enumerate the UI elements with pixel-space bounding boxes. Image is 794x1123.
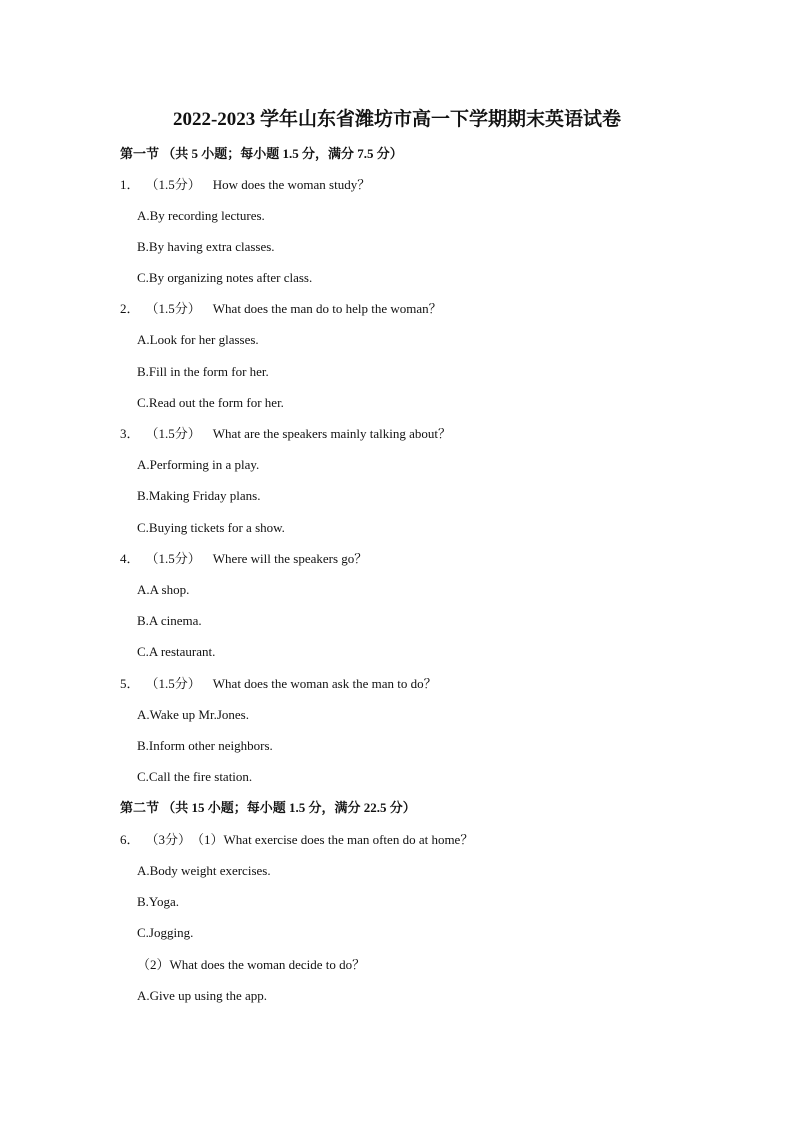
question-5 (120, 676, 437, 692)
q6-2-option-a: A.Give up using the app. (137, 988, 267, 1003)
q5-option-a: A.Wake up Mr.Jones. (137, 707, 249, 722)
question-number: 1． (120, 177, 140, 192)
q3-option-a: A.Performing in a play. (137, 457, 260, 472)
q5-option-c: C.Call the fire station. (137, 769, 253, 784)
question-score: （3分） (145, 832, 192, 847)
question-number: 4． (120, 551, 140, 566)
question-score: （1.5分） (145, 177, 201, 192)
sub-question-2: （2）What does the woman decide to do？ (137, 957, 366, 972)
question-text: How does the woman study？ (212, 177, 371, 192)
q2-option-c: C.Read out the form for her. (137, 395, 284, 410)
q4-option-c: C.A restaurant. (137, 644, 216, 659)
q6-1-option-a: A.Body weight exercises. (137, 863, 271, 878)
question-text: Where will the speakers go？ (212, 551, 368, 566)
q3-option-c: C.Buying tickets for a show. (137, 520, 285, 535)
question-6 (120, 832, 473, 848)
q5-option-b: B.Inform other neighbors. (137, 738, 273, 753)
q4-option-b: B.A cinema. (137, 613, 202, 628)
q4-option-a: A.A shop. (137, 582, 190, 597)
section-2-heading: 第二节 （共 15 小题；每小题 1.5 分，满分 22.5 分） (120, 800, 416, 815)
sub-question-1: （1）What exercise does the man often do at home？ (191, 832, 474, 847)
question-score: （1.5分） (145, 301, 201, 316)
q2-option-a: A.Look for her glasses. (137, 332, 259, 347)
question-1 (120, 177, 370, 193)
question-number: 6． (120, 832, 140, 847)
question-text: What are the speakers mainly talking about？ (212, 426, 452, 441)
question-text: What does the man do to help the woman？ (212, 301, 442, 316)
q6-1-option-b: B.Yoga. (137, 894, 180, 909)
question-number: 5． (120, 676, 140, 691)
q1-option-b: B.By having extra classes. (137, 239, 275, 254)
section-1-heading: 第一节 （共 5 小题；每小题 1.5 分，满分 7.5 分） (120, 146, 403, 161)
question-2 (120, 301, 442, 317)
q2-option-b: B.Fill in the form for her. (137, 364, 269, 379)
q3-option-b: B.Making Friday plans. (137, 488, 261, 503)
question-number: 2． (120, 301, 140, 316)
question-score: （1.5分） (145, 676, 201, 691)
question-text: What does the woman ask the man to do？ (212, 676, 437, 691)
question-3 (120, 426, 451, 442)
question-number: 3． (120, 426, 140, 441)
question-score: （1.5分） (145, 551, 201, 566)
question-score: （1.5分） (145, 426, 201, 441)
exam-title: 2022-2023 学年山东省潍坊市高一下学期期末英语试卷 (172, 109, 622, 130)
q6-1-option-c: C.Jogging. (137, 925, 194, 940)
q1-option-a: A.By recording lectures. (137, 208, 265, 223)
question-4 (120, 551, 367, 567)
q1-option-c: C.By organizing notes after class. (137, 270, 313, 285)
